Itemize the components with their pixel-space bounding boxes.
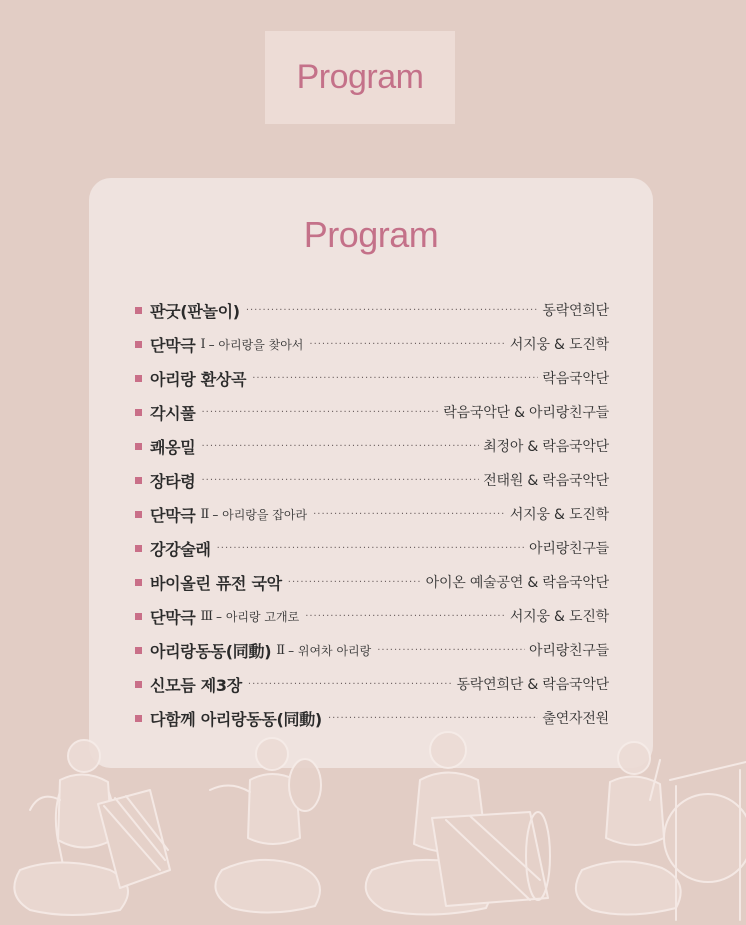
program-item-title: 쾌옹밀 — [150, 437, 196, 457]
program-item-subtitle: – 위여차 아리랑 — [288, 643, 372, 658]
drummer-figure-3 — [366, 732, 550, 915]
header-box — [265, 31, 455, 124]
bullet-icon — [135, 511, 142, 518]
program-item-number: Ⅰ — [200, 336, 206, 352]
program-item-performer: 아리랑친구들 — [529, 541, 609, 557]
bullet-icon — [135, 477, 142, 484]
drummer-figure-2 — [210, 738, 321, 913]
bullet-icon — [135, 545, 142, 552]
program-title: Program — [303, 214, 439, 255]
leader-dots — [305, 611, 506, 622]
program-item-performer: 서지웅 & 도진학 — [509, 609, 609, 625]
program-item-title: 바이올린 퓨전 국악 — [150, 573, 282, 593]
leader-dots — [217, 543, 525, 554]
bullet-icon — [135, 613, 142, 620]
bullet-icon — [135, 647, 142, 654]
bullet-icon — [135, 341, 142, 348]
leader-dots — [246, 305, 539, 316]
bullet-icon — [135, 443, 142, 450]
program-item-number: Ⅱ — [200, 506, 210, 522]
program-list — [135, 293, 609, 735]
program-item — [135, 599, 609, 633]
program-item-performer: 아이온 예술공연 & 락음국악단 — [425, 575, 609, 591]
program-item-performer: 서지웅 & 도진학 — [509, 507, 609, 523]
header-title: Program — [296, 58, 424, 96]
program-item-title: 아리랑 환상곡 — [150, 369, 247, 389]
program-item-subtitle: – 아리랑을 잡아라 — [212, 507, 308, 522]
program-item-title: 강강술래 — [150, 539, 211, 559]
program-item — [135, 395, 609, 429]
leader-dots — [252, 373, 538, 384]
program-item-title: 아리랑동동(同動) — [150, 641, 272, 661]
program-item-title: 각시풀 — [150, 403, 196, 423]
program-item — [135, 293, 609, 327]
bullet-icon — [135, 375, 142, 382]
leader-dots — [288, 577, 422, 588]
program-item — [135, 463, 609, 497]
leader-dots — [309, 339, 505, 350]
traditional-musicians-illustration — [0, 720, 746, 925]
program-item-title: 다함께 아리랑동동(同動) — [150, 709, 322, 729]
program-item — [135, 565, 609, 599]
leader-dots — [201, 407, 439, 418]
leader-dots — [248, 679, 453, 690]
bullet-icon — [135, 579, 142, 586]
program-item-performer: 전태원 & 락음국악단 — [483, 473, 609, 489]
program-item-title: 단막극 — [150, 505, 196, 525]
program-item — [135, 429, 609, 463]
program-item-performer: 락음국악단 & 아리랑친구들 — [443, 405, 609, 421]
program-item-performer: 출연자전원 — [542, 711, 609, 727]
leader-dots — [201, 475, 479, 486]
program-item — [135, 327, 609, 361]
program-item — [135, 497, 609, 531]
program-item-subtitle: – 아리랑 고개로 — [216, 609, 300, 624]
bullet-icon — [135, 681, 142, 688]
leader-dots — [377, 645, 525, 656]
program-item-title: 신모듬 제3장 — [150, 675, 242, 695]
drummer-figure-1 — [14, 740, 170, 915]
program-item — [135, 531, 609, 565]
program-item — [135, 633, 609, 667]
leader-dots — [201, 441, 479, 452]
program-item-title: 단막극 — [150, 607, 196, 627]
program-item-performer: 아리랑친구들 — [529, 643, 609, 659]
bullet-icon — [135, 409, 142, 416]
program-item-performer: 서지웅 & 도진학 — [509, 337, 609, 353]
program-item-title: 판굿(판놀이) — [150, 301, 240, 321]
program-item — [135, 361, 609, 395]
program-item-title: 장타령 — [150, 471, 196, 491]
program-item-number: Ⅲ — [200, 608, 214, 624]
program-item-performer: 락음국악단 — [542, 371, 609, 387]
program-item-title: 단막극 — [150, 335, 196, 355]
program-item-subtitle: – 아리랑을 찾아서 — [208, 337, 304, 352]
gong-player-figure-4 — [576, 742, 746, 920]
program-item-performer: 동락연희단 & 락음국악단 — [456, 677, 609, 693]
leader-dots — [313, 509, 506, 520]
program-card — [89, 178, 653, 768]
program-item-number: Ⅱ — [276, 642, 286, 658]
program-item-performer: 동락연희단 — [542, 303, 609, 319]
program-item-performer: 최정아 & 락음국악단 — [483, 439, 609, 455]
bullet-icon — [135, 307, 142, 314]
program-item — [135, 667, 609, 701]
